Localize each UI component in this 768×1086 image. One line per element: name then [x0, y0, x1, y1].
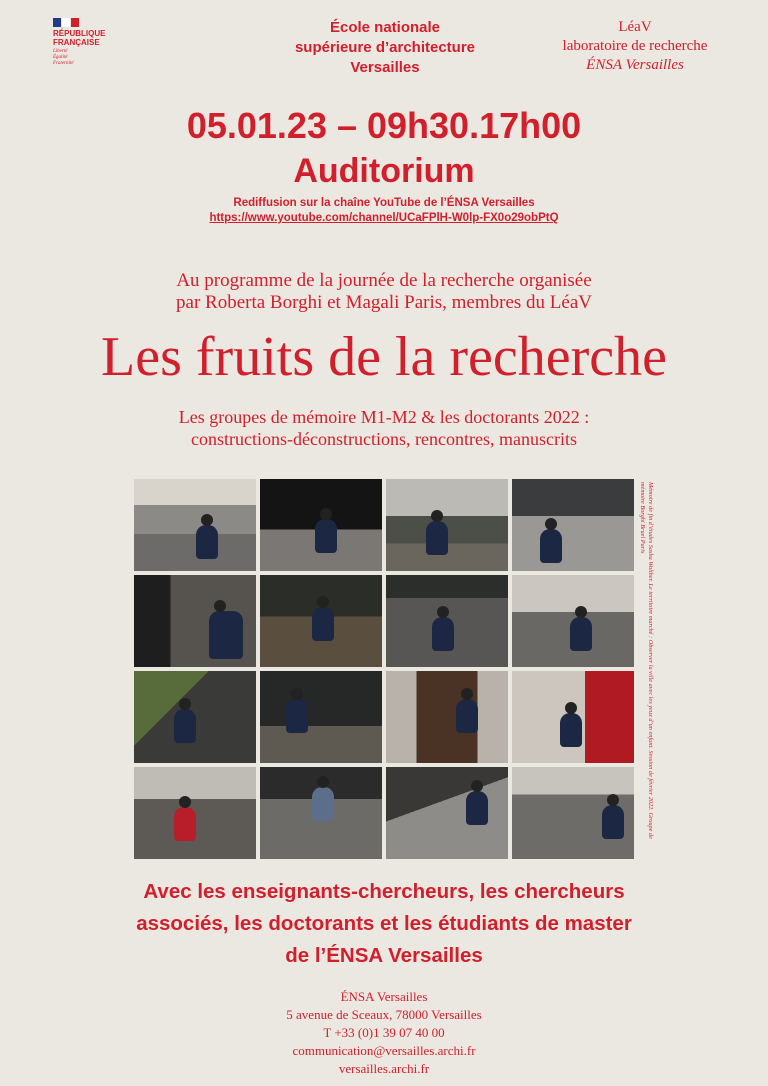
contact-email[interactable]: communication@versailles.archi.fr	[292, 1043, 476, 1058]
logo-line1: RÉPUBLIQUE	[53, 29, 106, 38]
page-title: Les fruits de la recherche	[101, 326, 667, 388]
photo	[260, 575, 382, 667]
photo-grid	[134, 479, 634, 861]
logo-motto: Liberté Égalité Fraternité	[53, 49, 74, 66]
photo	[386, 479, 508, 571]
photo	[386, 671, 508, 763]
photo	[134, 767, 256, 859]
photo	[386, 575, 508, 667]
photo	[512, 575, 634, 667]
photo	[512, 479, 634, 571]
photo	[260, 767, 382, 859]
photo	[134, 479, 256, 571]
contact-name: ÉNSA Versailles	[340, 989, 428, 1004]
youtube-link[interactable]: https://www.youtube.com/channel/UCaFPlH-W0lp-FX0o29obPtQ	[209, 212, 559, 224]
photo	[512, 671, 634, 763]
photo-caption: Mémoire de fin d’études Sasha Walther. Le territoire marché : Observer la ville avec les yeux d’un enfant. Session de février 2022. Groupe de mémoire Borghi Bruel Paris	[639, 482, 654, 839]
school-name: École nationale supérieure d’architecture Versailles	[294, 19, 476, 76]
program-intro: Au programme de la journée de la recherche organisée par Roberta Borghi et Magali Paris, membres du LéaV	[176, 270, 592, 313]
photo	[134, 671, 256, 763]
lab-desc: laboratoire de recherche	[562, 38, 708, 54]
republique-francaise-logo	[53, 18, 123, 67]
event-place: Auditorium	[293, 152, 475, 190]
contact-phone: T +33 (0)1 39 07 40 00	[323, 1025, 445, 1040]
event-date-time: 05.01.23 – 09h30.17h00	[186, 105, 582, 146]
photo	[134, 575, 256, 667]
photo	[260, 671, 382, 763]
participants-text: Avec les enseignants-chercheurs, les chercheurs associés, les doctorants et les étudiants de master de l’ÉNSA Versailles	[136, 880, 632, 967]
marianne-flag-icon	[53, 18, 123, 27]
photo	[260, 479, 382, 571]
lab-name: LéaV	[618, 19, 652, 35]
lab-inst: ÉNSA Versailles	[586, 57, 684, 73]
contact-block	[0, 988, 768, 1078]
youtube-link-row	[0, 211, 768, 225]
contact-address: 5 avenue de Sceaux, 78000 Versailles	[286, 1007, 482, 1022]
photo	[386, 767, 508, 859]
photo	[512, 767, 634, 859]
logo-line2: FRANÇAISE	[53, 38, 100, 47]
lab-block	[525, 18, 745, 75]
rebroadcast-note: Rediffusion sur la chaîne YouTube de l’ÉNSA Versailles	[233, 197, 535, 209]
program-subtitle: Les groupes de mémoire M1-M2 & les doctorants 2022 : constructions-déconstructions, rencontres, manuscrits	[178, 407, 590, 449]
contact-website[interactable]: versailles.archi.fr	[338, 1061, 430, 1076]
